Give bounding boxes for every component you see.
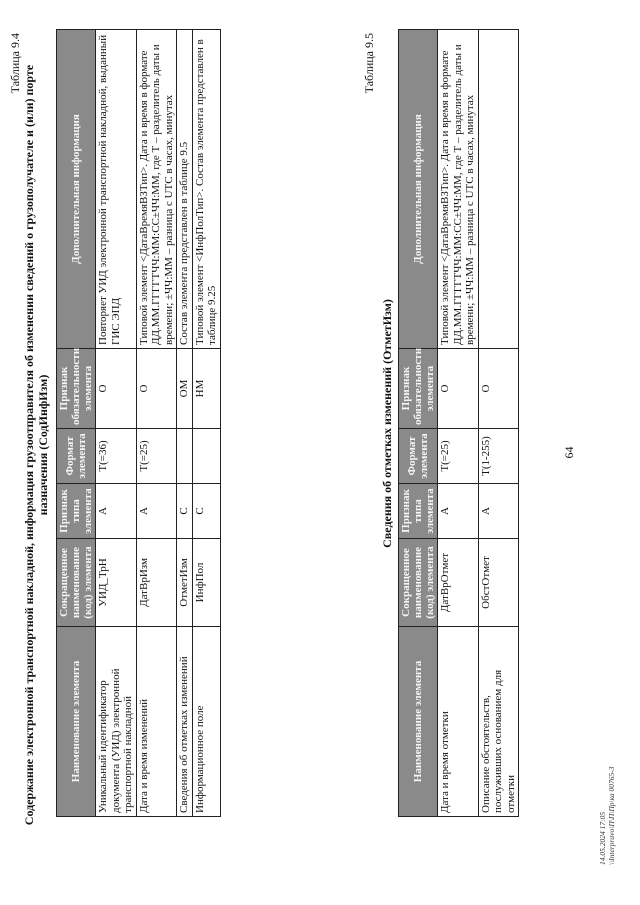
cell-type: С — [177, 484, 193, 539]
cell-required: ОМ — [177, 349, 193, 429]
table-row — [438, 30, 479, 817]
cell-code: ДатВрОтмет — [438, 539, 479, 627]
cell-format — [177, 429, 193, 484]
header-type: Признак типа элемента — [57, 484, 96, 539]
cell-name: Описание обстоятельств, послуживших основанием для отметки — [478, 627, 519, 817]
page-number: 64 — [562, 446, 576, 459]
table-1-title: Содержание электронной транспортной накладной, информация грузоотправителя об изменении сведений о грузополучателе и (или) порте назначения (СодИнфИзм) — [22, 64, 50, 826]
header-name: Наименование элемента — [57, 627, 96, 817]
header-format: Формат элемента — [57, 429, 96, 484]
cell-format — [192, 429, 220, 484]
cell-name: Сведения об отметках изменений — [177, 627, 193, 817]
header-required: Признак обязательности элемента — [57, 349, 96, 429]
footer-date: 14.05.2024 17:05 — [598, 811, 607, 865]
cell-info: Типовой элемент <ИнфПолТип>. Состав элемента представлен в таблице 9.25 — [192, 30, 220, 349]
cell-format: Т(=25) — [136, 429, 177, 484]
cell-info: Состав элемента представлен в таблице 9.5 — [177, 30, 193, 349]
table-row — [96, 30, 137, 817]
cell-required: О — [438, 349, 479, 429]
cell-format: Т(=36) — [96, 429, 137, 484]
header-info: Дополнительная информация — [399, 30, 438, 349]
table-1-label: Таблица 9.4 — [8, 33, 22, 94]
cell-code: УИД_ТрН — [96, 539, 137, 627]
cell-info — [478, 30, 519, 349]
table-2-title: Сведения об отметках изменений (ОтметИзм) — [380, 299, 394, 548]
cell-info: Типовой элемент <ДатаВремяВЗТип>. Дата и время в формате ДД.ММ.ГГГГТЧЧ:ММ:СС±ЧЧ:ММ, где Т – разделитель даты и времени; ±ЧЧ:ММ – разница с UTC в часах, минутах — [438, 30, 479, 349]
cell-type: А — [136, 484, 177, 539]
cell-name: Дата и время изменений — [136, 627, 177, 817]
header-code: Сокращенное наименование (код) элемента — [399, 539, 438, 627]
table-row — [478, 30, 519, 817]
cell-name: Уникальный идентификатор документа (УИД) электронной транспортной накладной — [96, 627, 137, 817]
cell-type: А — [478, 484, 519, 539]
cell-required: О — [96, 349, 137, 429]
header-required: Признак обязательности элемента — [399, 349, 438, 429]
cell-type: А — [438, 484, 479, 539]
header-name: Наименование элемента — [399, 627, 438, 817]
cell-code: ДатВрИзм — [136, 539, 177, 627]
cell-info: Типовой элемент <ДатаВремяВЗТип>. Дата и время в формате ДД.ММ.ГГГГТЧЧ:ММ:СС±ЧЧ:ММ, где Т – разделитель даты и времени; ±ЧЧ:ММ – разница с UTC в часах, минутах — [136, 30, 177, 349]
cell-format: Т(=25) — [438, 429, 479, 484]
cell-name: Информационное поле — [192, 627, 220, 817]
cell-format: Т(1-255) — [478, 429, 519, 484]
table-header-row — [399, 30, 438, 817]
cell-type: А — [96, 484, 137, 539]
cell-name: Дата и время отметки — [438, 627, 479, 817]
table-row — [136, 30, 177, 817]
table-header-row — [57, 30, 96, 817]
footer-path: \\Interpravo\П\П\Пр\ка 00765-3 — [607, 766, 616, 865]
header-info: Дополнительная информация — [57, 30, 96, 349]
header-code: Сокращенное наименование (код) элемента — [57, 539, 96, 627]
cell-info: Повторяет УИД электронной транспортной накладной, выданный ГИС ЭПД — [96, 30, 137, 349]
cell-type: С — [192, 484, 220, 539]
table-2-label: Таблица 9.5 — [362, 33, 376, 94]
table-row — [192, 30, 220, 817]
cell-required: О — [478, 349, 519, 429]
footer-stamp — [598, 766, 616, 865]
header-format: Формат элемента — [399, 429, 438, 484]
table-9-5 — [398, 29, 519, 817]
cell-code: ОтметИзм — [177, 539, 193, 627]
cell-code: ИнфПол — [192, 539, 220, 627]
table-9-4 — [56, 29, 221, 817]
cell-required: НМ — [192, 349, 220, 429]
header-type: Признак типа элемента — [399, 484, 438, 539]
table-row — [177, 30, 193, 817]
cell-code: ОбстОтмет — [478, 539, 519, 627]
cell-required: О — [136, 349, 177, 429]
